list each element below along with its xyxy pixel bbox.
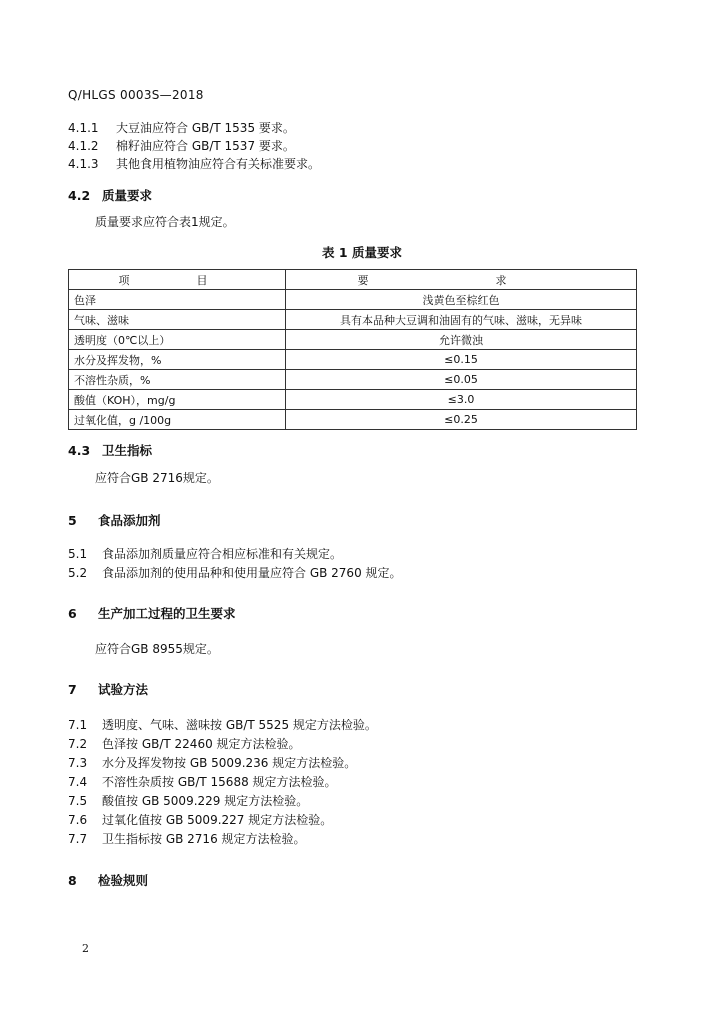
page-number: 2 <box>82 942 89 955</box>
table-cell-requirement: ≤0.25 <box>286 410 637 430</box>
table-cell-requirement: 具有本品种大豆调和油固有的气味、滋味，无异味 <box>286 310 637 330</box>
clause-7-6 <box>68 811 332 829</box>
clause-number: 7.6 <box>68 813 88 827</box>
quality-requirements-table <box>68 269 637 430</box>
table-row <box>69 290 637 310</box>
table-cell-item: 色泽 <box>69 290 286 310</box>
table-cell-item: 过氧化值，g /100g <box>69 410 286 430</box>
table-caption: 表 1 质量要求 <box>322 245 402 260</box>
table-row <box>69 370 637 390</box>
table-cell-requirement: ≤0.15 <box>286 350 637 370</box>
section-heading-4-3 <box>68 441 152 459</box>
clause-7-7 <box>68 830 306 848</box>
clause-text: 卫生指标按 GB 2716 规定方法检验。 <box>102 832 306 846</box>
section-number: 4.2 <box>68 188 91 203</box>
clause-7-5 <box>68 792 308 810</box>
clause-7-4 <box>68 773 337 791</box>
section-body-4-3: 应符合GB 2716规定。 <box>95 471 219 485</box>
table-row <box>69 330 637 350</box>
section-number: 5 <box>68 513 77 528</box>
clause-4-1-2 <box>68 137 295 155</box>
clause-number: 5.2 <box>68 566 88 580</box>
table-row <box>69 350 637 370</box>
section-heading-6 <box>68 604 236 622</box>
section-title: 卫生指标 <box>102 443 153 458</box>
table-cell-item: 透明度（0℃以上） <box>69 330 286 350</box>
clause-text: 其他食用植物油应符合有关标准要求。 <box>116 157 321 171</box>
section-number: 8 <box>68 873 77 888</box>
clause-text: 大豆油应符合 GB/T 1535 要求。 <box>116 121 295 135</box>
section-number: 6 <box>68 606 77 621</box>
clause-text: 棉籽油应符合 GB/T 1537 要求。 <box>116 139 295 153</box>
document-header: Q/HLGS 0003S—2018 <box>68 88 204 102</box>
section-title: 质量要求 <box>102 188 153 203</box>
section-title: 试验方法 <box>98 682 149 697</box>
clause-5-1 <box>68 545 342 563</box>
section-number: 4.3 <box>68 443 91 458</box>
section-heading-4-2 <box>68 186 152 204</box>
clause-text: 色泽按 GB/T 22460 规定方法检验。 <box>102 737 301 751</box>
clause-number: 7.4 <box>68 775 88 789</box>
table-row <box>69 390 637 410</box>
clause-7-2 <box>68 735 301 753</box>
clause-text: 过氧化值按 GB 5009.227 规定方法检验。 <box>102 813 333 827</box>
clause-number: 7.5 <box>68 794 88 808</box>
clause-7-3 <box>68 754 356 772</box>
table-header-requirement: 要 求 <box>286 270 637 290</box>
clause-4-1-1 <box>68 119 295 137</box>
clause-text: 食品添加剂的使用品种和使用量应符合 GB 2760 规定。 <box>102 566 402 580</box>
table-header-row <box>69 270 637 290</box>
clause-5-2 <box>68 564 402 582</box>
clause-text: 水分及挥发物按 GB 5009.236 规定方法检验。 <box>102 756 357 770</box>
table-cell-requirement: 浅黄色至棕红色 <box>286 290 637 310</box>
section-heading-8 <box>68 871 148 889</box>
table-row <box>69 410 637 430</box>
clause-number: 7.2 <box>68 737 88 751</box>
clause-text: 透明度、气味、滋味按 GB/T 5525 规定方法检验。 <box>102 718 377 732</box>
table-cell-item: 不溶性杂质，% <box>69 370 286 390</box>
table-header-item: 项 目 <box>69 270 286 290</box>
clause-text: 酸值按 GB 5009.229 规定方法检验。 <box>102 794 309 808</box>
clause-number: 7.1 <box>68 718 88 732</box>
table-cell-item: 酸值（KOH），mg/g <box>69 390 286 410</box>
clause-text: 食品添加剂质量应符合相应标准和有关规定。 <box>102 547 343 561</box>
table-row <box>69 310 637 330</box>
clause-text: 不溶性杂质按 GB/T 15688 规定方法检验。 <box>102 775 337 789</box>
clause-number: 7.7 <box>68 832 88 846</box>
section-heading-7 <box>68 680 148 698</box>
table-cell-item: 水分及挥发物，% <box>69 350 286 370</box>
section-title: 食品添加剂 <box>98 513 161 528</box>
section-title: 生产加工过程的卫生要求 <box>98 606 236 621</box>
table-cell-requirement: ≤0.05 <box>286 370 637 390</box>
section-body-6: 应符合GB 8955规定。 <box>95 642 219 656</box>
section-heading-5 <box>68 511 161 529</box>
clause-number: 7.3 <box>68 756 88 770</box>
clause-number: 5.1 <box>68 547 88 561</box>
table-cell-requirement: ≤3.0 <box>286 390 637 410</box>
clause-4-1-3 <box>68 155 320 173</box>
clause-7-1 <box>68 716 377 734</box>
table-cell-requirement: 允许微浊 <box>286 330 637 350</box>
clause-number: 4.1.1 <box>68 121 99 135</box>
section-number: 7 <box>68 682 77 697</box>
section-title: 检验规则 <box>98 873 149 888</box>
table-cell-item: 气味、滋味 <box>69 310 286 330</box>
section-body-4-2: 质量要求应符合表1规定。 <box>95 215 235 229</box>
clause-number: 4.1.3 <box>68 157 99 171</box>
clause-number: 4.1.2 <box>68 139 99 153</box>
